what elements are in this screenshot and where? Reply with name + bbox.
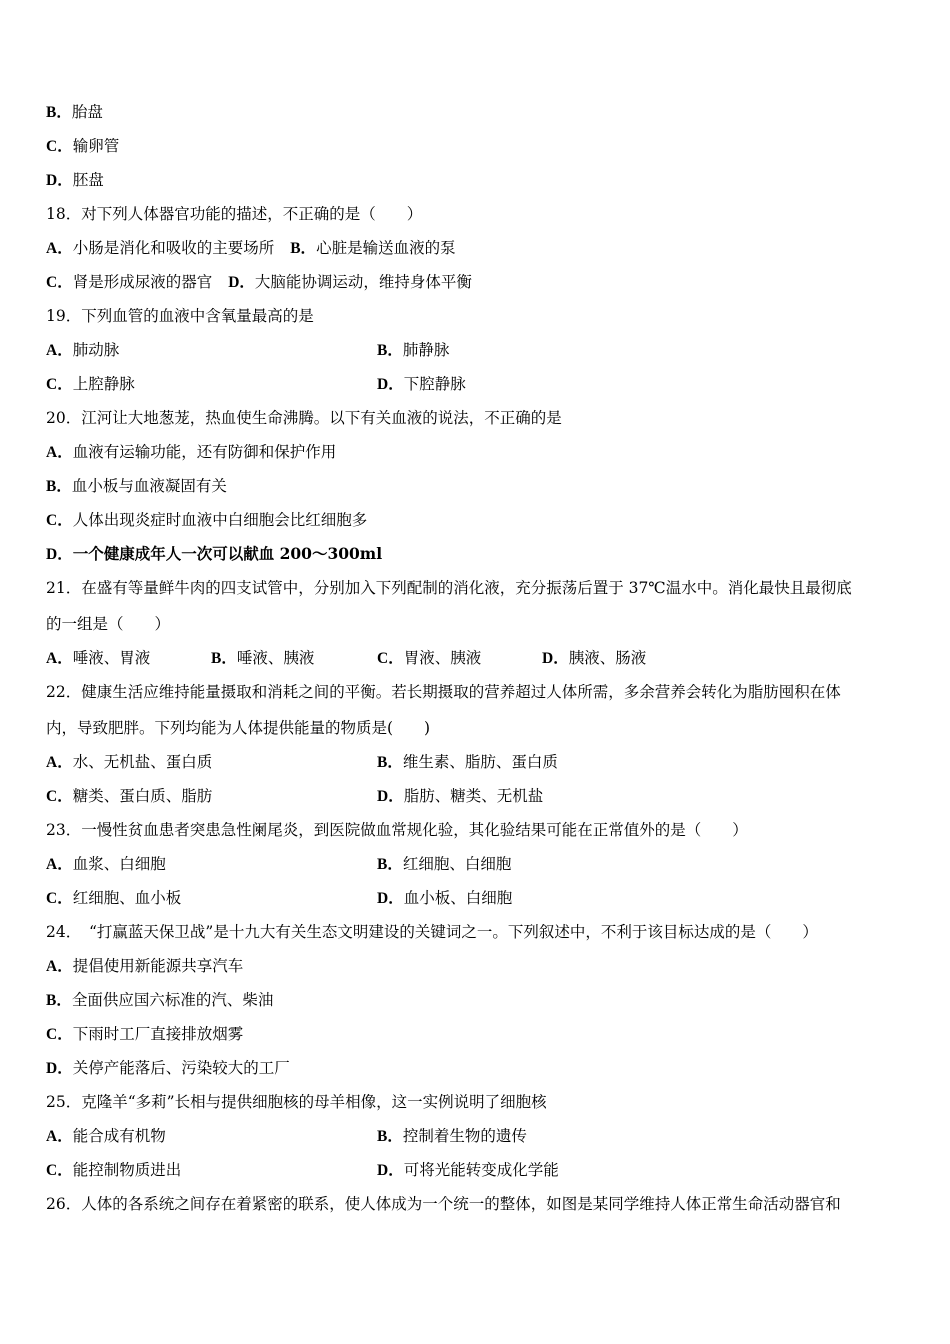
- option-text: 胎盘: [71, 103, 103, 121]
- option-text: 唾液、胃液: [72, 649, 151, 667]
- q21-stem-line1: 21．在盛有等量鲜牛肉的四支试管中，分别加入下列配制的消化液，充分振荡后置于 37℃温水中。消化最快且最彻底: [46, 579, 852, 597]
- option-label: D．: [377, 890, 404, 907]
- option-label: D．: [228, 274, 255, 291]
- q23-option-d: [377, 888, 512, 909]
- option-label: C．: [46, 138, 73, 155]
- option-label: B．: [377, 754, 403, 771]
- q24-option-b: [46, 990, 273, 1011]
- option-text: 小肠是消化和吸收的主要场所: [72, 239, 275, 257]
- q20-option-a: [46, 442, 336, 463]
- q20-option-d: [46, 544, 382, 565]
- option-text: 能控制物质进出: [72, 1161, 182, 1179]
- option-text: 关停产能落后、污染较大的工厂: [72, 1059, 290, 1077]
- option-text: 胚盘: [72, 171, 104, 189]
- option-text: 提倡使用新能源共享汽车: [72, 957, 244, 975]
- option-label: B．: [377, 342, 403, 359]
- option-text: 糖类、蛋白质、脂肪: [72, 787, 213, 805]
- q21-option-b: [211, 648, 314, 669]
- option-label: C．: [46, 376, 73, 393]
- q24-option-a: [46, 956, 243, 977]
- option-label: D．: [46, 172, 73, 189]
- option-label: A．: [46, 444, 73, 461]
- option-text: 一个健康成年人一次可以献血 200～300ml: [72, 544, 383, 563]
- q18-options-ab: [46, 238, 456, 259]
- q20-option-c: [46, 510, 367, 531]
- q24-stem: 24． “打赢蓝天保卫战”是十九大有关生态文明建设的关键词之一。下列叙述中，不利于该目标达成的是（ ）: [46, 923, 818, 941]
- option-label: D．: [46, 1060, 73, 1077]
- q25-option-a: [46, 1126, 166, 1147]
- option-label: C．: [46, 1026, 73, 1043]
- option-text: 血小板、白细胞: [403, 889, 513, 907]
- option-text: 心脏是输送血液的泵: [316, 239, 456, 257]
- option-label: D．: [46, 546, 73, 563]
- option-text: 可将光能转变成化学能: [403, 1161, 559, 1179]
- q18-options-cd: [46, 272, 472, 293]
- q17-option-d: [46, 170, 104, 191]
- option-text: 上腔静脉: [72, 375, 135, 393]
- option-label: C．: [377, 650, 404, 667]
- option-text: 肺静脉: [402, 341, 450, 359]
- option-text: 人体出现炎症时血液中白细胞会比红细胞多: [72, 511, 368, 529]
- option-label: C．: [46, 274, 73, 291]
- option-text: 胃液、胰液: [403, 649, 482, 667]
- option-label: D．: [542, 650, 569, 667]
- q22-option-b: [377, 752, 558, 773]
- q25-stem: 25．克隆羊“多莉”长相与提供细胞核的母羊相像，这一实例说明了细胞核: [46, 1093, 547, 1111]
- option-label: B．: [46, 104, 72, 121]
- q23-option-b: [377, 854, 511, 875]
- q25-option-b: [377, 1126, 527, 1147]
- q19-option-c: [46, 374, 135, 395]
- option-text: 全面供应国六标准的汽、柴油: [71, 991, 274, 1009]
- option-label: B．: [377, 856, 403, 873]
- q18-stem: 18．对下列人体器官功能的描述，不正确的是（ ）: [46, 205, 423, 223]
- option-text: 输卵管: [72, 137, 120, 155]
- q21-stem-line2: 的一组是（ ）: [46, 615, 171, 633]
- q24-option-c: [46, 1024, 243, 1045]
- option-label: B．: [290, 240, 317, 257]
- option-text: 大脑能协调运动，维持身体平衡: [254, 273, 472, 291]
- option-label: A．: [46, 958, 73, 975]
- q23-option-a: [46, 854, 166, 875]
- option-label: D．: [377, 376, 404, 393]
- q17-option-c: [46, 136, 119, 157]
- q21-option-d: [542, 648, 646, 669]
- option-text: 维生素、脂肪、蛋白质: [402, 753, 558, 771]
- q20-stem: 20．江河让大地葱茏，热血使生命沸腾。以下有关血液的说法，不正确的是: [46, 409, 562, 427]
- option-label: C．: [46, 788, 73, 805]
- q23-stem: 23．一慢性贫血患者突患急性阑尾炎，到医院做血常规化验，其化验结果可能在正常值外的是（ ）: [46, 821, 748, 839]
- option-label: B．: [211, 650, 237, 667]
- option-label: A．: [46, 856, 73, 873]
- q22-stem-line2: 内，导致肥胖。下列均能为人体提供能量的物质是( ): [46, 719, 431, 737]
- option-label: A．: [46, 650, 73, 667]
- q25-option-c: [46, 1160, 181, 1181]
- option-text: 血小板与血液凝固有关: [71, 477, 227, 495]
- q21-option-a: [46, 648, 150, 669]
- option-label: A．: [46, 342, 73, 359]
- q19-stem: 19．下列血管的血液中含氧量最高的是: [46, 307, 314, 325]
- q24-option-d: [46, 1058, 290, 1079]
- q19-option-d: [377, 374, 466, 395]
- option-text: 控制着生物的遗传: [402, 1127, 527, 1145]
- option-text: 肾是形成尿液的器官: [72, 273, 213, 291]
- option-label: D．: [377, 788, 404, 805]
- option-label: B．: [46, 992, 72, 1009]
- option-text: 红细胞、白细胞: [402, 855, 512, 873]
- q23-option-c: [46, 888, 181, 909]
- option-label: A．: [46, 754, 73, 771]
- q19-option-a: [46, 340, 119, 361]
- option-label: C．: [46, 512, 73, 529]
- q17-option-b: [46, 102, 103, 123]
- q21-option-c: [377, 648, 481, 669]
- option-text: 唾液、胰液: [236, 649, 315, 667]
- q22-option-a: [46, 752, 212, 773]
- option-text: 胰液、肠液: [568, 649, 647, 667]
- option-label: B．: [46, 478, 72, 495]
- option-label: D．: [377, 1162, 404, 1179]
- option-label: B．: [377, 1128, 403, 1145]
- option-text: 下腔静脉: [403, 375, 466, 393]
- option-label: C．: [46, 890, 73, 907]
- option-text: 能合成有机物: [72, 1127, 166, 1145]
- option-label: A．: [46, 240, 73, 257]
- q22-option-d: [377, 786, 543, 807]
- q26-stem: 26．人体的各系统之间存在着紧密的联系，使人体成为一个统一的整体，如图是某同学维持人体正常生命活动器官和: [46, 1195, 841, 1213]
- q20-option-b: [46, 476, 227, 497]
- option-text: 水、无机盐、蛋白质: [72, 753, 213, 771]
- q22-stem-line1: 22．健康生活应维持能量摄取和消耗之间的平衡。若长期摄取的营养超过人体所需，多余营养会转化为脂肪囤积在体: [46, 683, 841, 701]
- option-text: 肺动脉: [72, 341, 120, 359]
- q19-option-b: [377, 340, 449, 361]
- option-text: 血液有运输功能，还有防御和保护作用: [72, 443, 337, 461]
- option-text: 红细胞、血小板: [72, 889, 182, 907]
- option-label: C．: [46, 1162, 73, 1179]
- option-text: 脂肪、糖类、无机盐: [403, 787, 544, 805]
- q25-option-d: [377, 1160, 559, 1181]
- option-text: 下雨时工厂直接排放烟雾: [72, 1025, 244, 1043]
- option-label: A．: [46, 1128, 73, 1145]
- option-text: 血浆、白细胞: [72, 855, 166, 873]
- q22-option-c: [46, 786, 212, 807]
